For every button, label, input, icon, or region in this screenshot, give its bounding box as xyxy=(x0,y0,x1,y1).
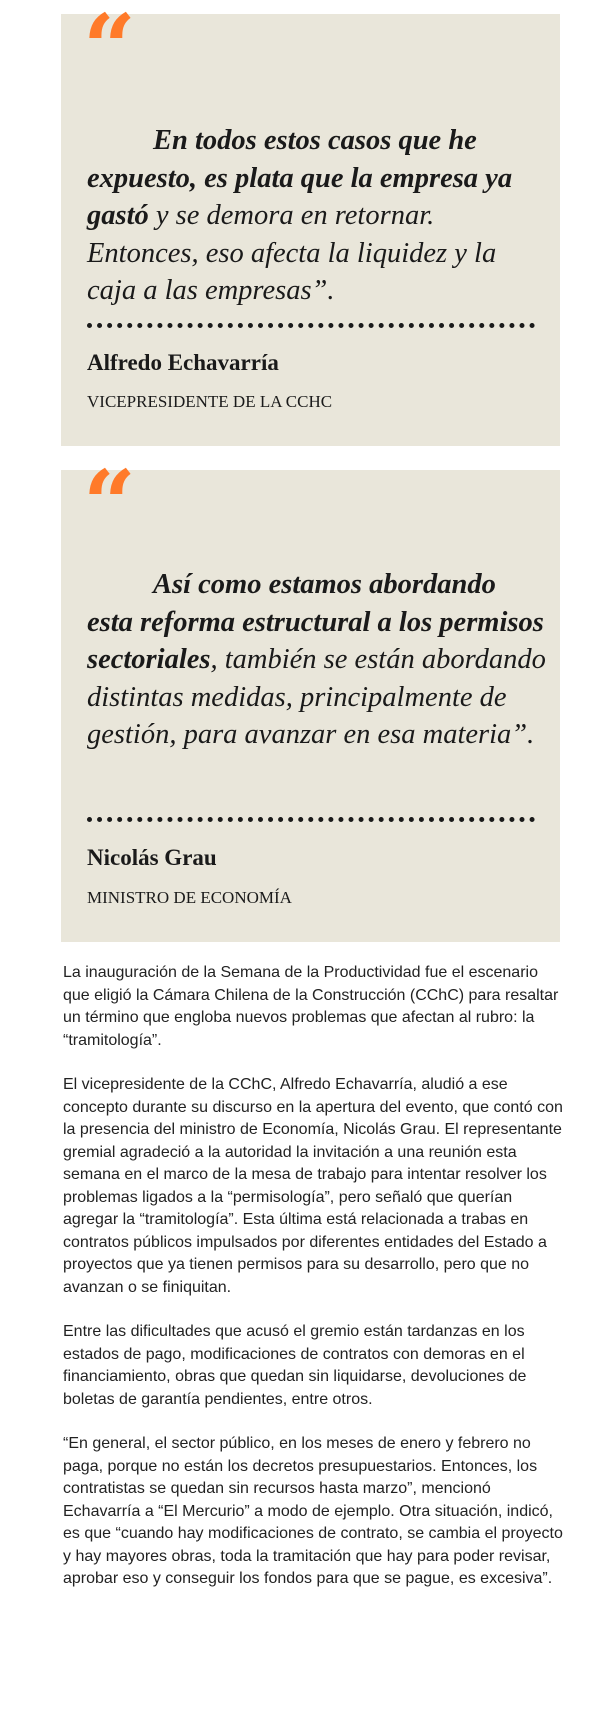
article-paragraph: Entre las dificultades que acusó el gremio están tardanzas en los estados de pago, modificaciones de contratos con demoras en el financiamiento, obras que quedan sin liquidarse, devoluciones de boletas de garantía pendientes, entre otros. xyxy=(63,1323,527,1408)
article-paragraph: El vicepresidente de la CChC, Alfredo Echavarría, aludió a ese concepto durante su discurso en la apertura del evento, que contó con la presencia del ministro de Economía, Nicolás Grau. El representante gremial agradeció a la autoridad la invitación a una reunión esta semana en el marco de la mesa de trabajo para intentar resolver los problemas ligados a la “permisología”, pero señaló que querían agregar la “tramitología”. Esta última está relacionada a trabas en contratos públicos impulsados por diferentes entidades del Estado a proyectos que ya tienen permisos para su desarrollo, pero que no avanzan o se finiquitan. xyxy=(63,1076,563,1296)
quote-author-name: Nicolás Grau xyxy=(87,845,217,870)
pull-quote-grau xyxy=(61,450,560,942)
quote-text xyxy=(87,566,547,754)
article-paragraph: “En general, el sector público, en los meses de enero y febrero no paga, porque no están los decretos presupuestarios. Entonces, los contratistas se quedan sin recursos hasta marzo”, mencionó Echavarría a “El Mercurio” a modo de ejemplo. Otra situación, indicó, es que “cuando hay modificaciones de contrato, se cambia el proyecto y hay mayores obras, toda la tramitación que hay para poder revisar, aprobar eso y conseguir los fondos para que se pague, es excesiva”. xyxy=(63,1435,563,1587)
article-paragraph: La inauguración de la Semana de la Productividad fue el escenario que eligió la Cámara Chilena de la Construcción (CChC) para resaltar un término que engloba nuevos problemas que afectan al rubro: la “tramitología”. xyxy=(63,964,559,1049)
quote-author-role: MINISTRO DE ECONOMÍA xyxy=(87,888,292,907)
quote-text-bold: En todos estos casos que he expuesto, es plata que la empresa ya gastó xyxy=(87,125,513,231)
quote-author-name: Alfredo Echavarría xyxy=(87,350,279,375)
dotted-divider xyxy=(87,323,535,328)
quote-mark-icon: “ xyxy=(83,450,136,558)
pull-quote-echavarria xyxy=(61,0,560,446)
quote-text xyxy=(87,122,547,310)
quote-text-bold: Así como estamos abordando esta reforma estructural a los permisos sectoriales xyxy=(87,569,544,675)
quote-mark-icon: “ xyxy=(83,0,136,102)
quote-text-rest: , también se están abordando distintas medidas, principalmente de gestión, para avanzar en esa materia”. xyxy=(87,644,546,750)
quote-text-rest: y se demora en retornar. Entonces, eso afecta la liquidez y la caja a las empresas”. xyxy=(87,200,497,306)
dotted-divider xyxy=(87,817,535,822)
quote-author-role: VICEPRESIDENTE DE LA CCHC xyxy=(87,392,333,411)
article-body xyxy=(63,962,563,1613)
